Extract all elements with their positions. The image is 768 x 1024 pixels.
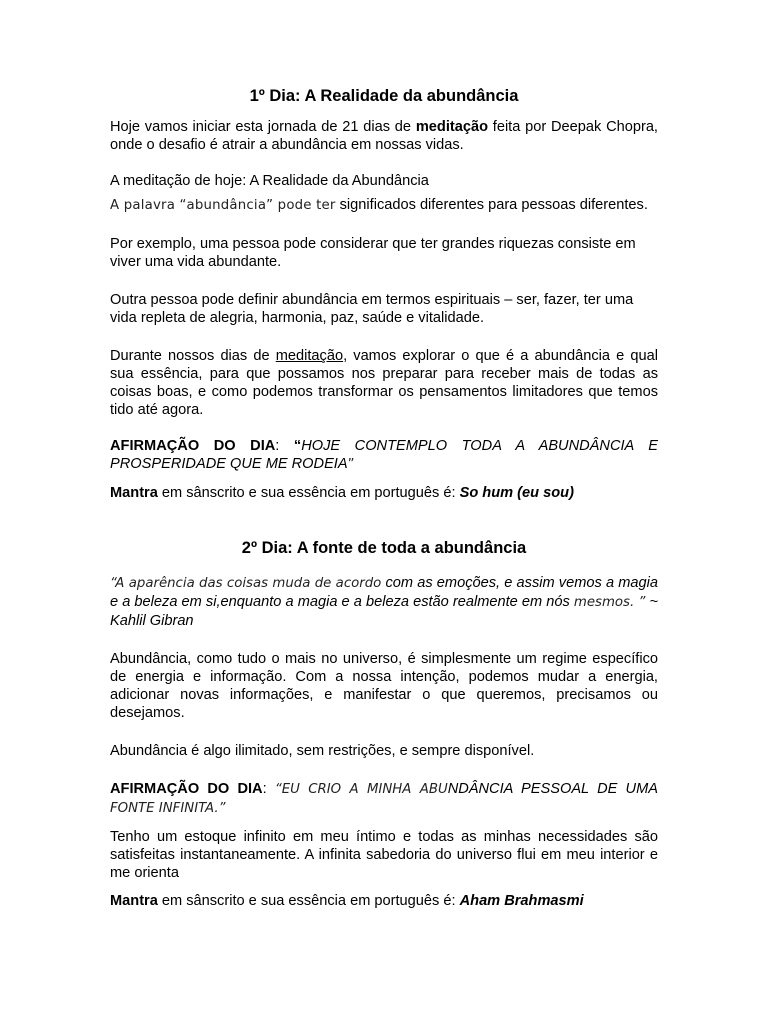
affirmation-label: AFIRMAÇÃO DO DIA bbox=[110, 438, 276, 454]
day2-abundance-paragraph: Abundância, como tudo o mais no universo, é simplesmente um regime específico de energia e informação. Com a nossa intenção, podemos mudar a energia, adicionar novas informações, e manifestar o que queremos, precisamos ou desejamos. bbox=[110, 651, 658, 721]
affirmation-colon: : bbox=[275, 438, 294, 454]
day2-heading: 2º Dia: A fonte de toda a abundância bbox=[241, 539, 527, 557]
day2-mantra bbox=[110, 892, 658, 910]
day1-heading: 1º Dia: A Realidade da abundância bbox=[249, 87, 519, 105]
day1-intro-paragraph bbox=[110, 118, 658, 154]
affirmation-text: NDÂNCIA PESSOAL DE UMA bbox=[447, 781, 658, 797]
intro-bold-word: meditação bbox=[415, 119, 488, 135]
mantra-value: So hum (eu sou) bbox=[459, 485, 574, 501]
affirmation-colon: : bbox=[262, 781, 275, 797]
day2-unlimited-paragraph: Abundância é algo ilimitado, sem restrições, e sempre disponível. bbox=[110, 743, 535, 759]
day1-during-paragraph bbox=[110, 347, 658, 419]
day1-word-paragraph bbox=[110, 196, 658, 215]
word-text: significados diferentes para pessoas diferentes. bbox=[335, 197, 648, 213]
mantra-text: em sânscrito e sua essência em português é: bbox=[157, 485, 460, 501]
affirmation-open-quote: “ bbox=[293, 438, 302, 454]
during-text: Durante nossos dias de bbox=[110, 348, 276, 364]
day1-other-paragraph: Outra pessoa pode definir abundância em termos espirituais – ser, fazer, ter uma vida repleta de alegria, harmonia, paz, saúde e vitalidade. bbox=[110, 292, 634, 326]
day2-stock-paragraph: Tenho um estoque infinito em meu íntimo e todas as minhas necessidades são satisfeitas instantaneamente. A infinita sabedoria do universo flui em meu interior e me orienta bbox=[110, 829, 658, 881]
day2-quote bbox=[110, 574, 658, 630]
affirmation-text: HOJE CONTEMPLO TODA A ABUNDÂNCIA E PROSPERIDADE QUE ME RODEIA bbox=[110, 438, 659, 472]
quote-text-end-light: mesmos. ” bbox=[573, 595, 646, 610]
quote-text: com as emoções, e assim vemos a magia e a beleza em si,enquanto a magia e a beleza estão realmente em nós bbox=[110, 575, 658, 610]
mantra-label: Mantra bbox=[110, 893, 158, 909]
day2-affirmation bbox=[110, 780, 658, 818]
day1-example-paragraph: Por exemplo, uma pessoa pode considerar que ter grandes riquezas consiste em viver uma vida abundante. bbox=[110, 236, 636, 270]
mantra-label: Mantra bbox=[110, 485, 158, 501]
affirmation-text-light: “EU CRIO A MINHA ABU bbox=[274, 782, 448, 797]
mantra-value: Aham Brahmasmi bbox=[459, 893, 584, 909]
document-page bbox=[110, 76, 658, 910]
meditation-link[interactable]: meditação bbox=[275, 348, 344, 364]
day1-affirmation bbox=[110, 437, 658, 474]
day1-meditation-line: A meditação de hoje: A Realidade da Abundância bbox=[110, 173, 429, 189]
day1-mantra bbox=[110, 484, 658, 502]
during-text-end: , vamos explorar o que é a abundância e qual sua essência, para que possamos nos preparar para receber mais de todas as coisas boas, e como podemos transformar os pensamentos limitadores que temos tido até agora. bbox=[110, 348, 658, 418]
affirmation-text-end-light: FONTE INFINITA.” bbox=[110, 801, 226, 816]
intro-text-end: feita por Deepak Chopra, onde o desafio é atrair a abundância em nossas vidas. bbox=[110, 119, 658, 153]
quote-author: ~ Kahlil Gibran bbox=[110, 594, 658, 629]
word-text-light: A palavra “abundância” pode ter bbox=[110, 198, 336, 213]
affirmation-close-quote: ” bbox=[347, 457, 355, 472]
quote-text-light: “A aparência das coisas muda de acordo bbox=[110, 576, 382, 591]
affirmation-label: AFIRMAÇÃO DO DIA bbox=[110, 781, 263, 797]
mantra-text: em sânscrito e sua essência em português é: bbox=[157, 893, 460, 909]
intro-text: Hoje vamos iniciar esta jornada de 21 dias de bbox=[110, 119, 416, 135]
